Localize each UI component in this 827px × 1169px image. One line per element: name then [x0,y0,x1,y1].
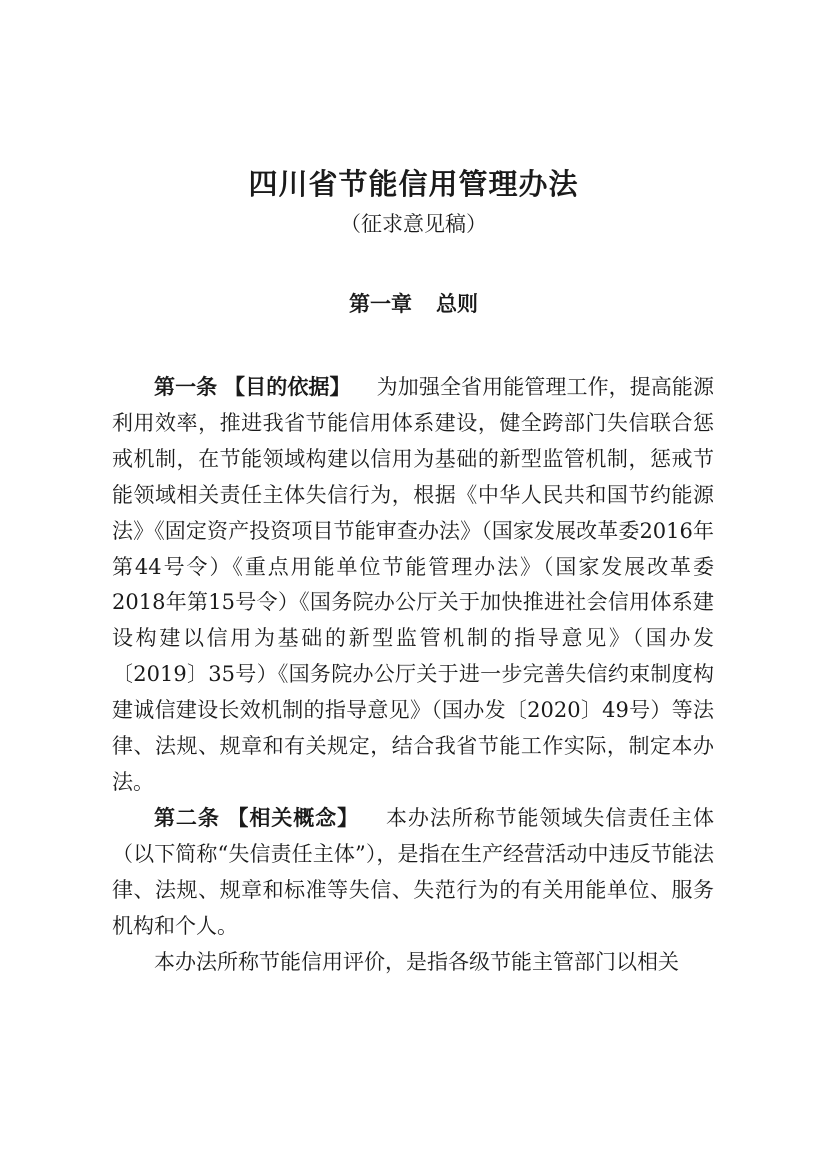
article-1-text: 为加强全省用能管理工作，提高能源利用效率，推进我省节能信用体系建设，健全跨部门失信联合惩戒机制，在节能领域构建以信用为基础的新型监管机制，惩戒节能领域相关责任主体失信行为，根据《中华人民共和国节约能源法》《固定资产投资项目节能审查办法》（国家发展改革委2016年第44号令）《重点用能单位节能管理办法》（国家发展改革委2018年第15号令）《国务院办公厅关于加快推进社会信用体系建设构建以信用为基础的新型监管机制的指导意见》（国办发〔2019〕35号）《国务院办公厅关于进一步完善失信约束制度构建诚信建设长效机制的指导意见》（国办发〔2020〕49号）等法律、法规、规章和有关规定，结合我省节能工作实际，制定本办法。 [112,375,715,794]
chapter-name: 总则 [436,292,478,316]
document-title: 四川省节能信用管理办法 [248,167,579,201]
article-2 [112,801,714,945]
document-subtitle: （征求意见稿） [340,212,487,236]
chapter-heading [0,290,827,318]
article-2-paragraph-2: 本办法所称节能信用评价，是指各级节能主管部门以相关 [154,949,679,974]
article-1 [112,370,714,801]
article-1-heading: 【目的依据】 [224,375,351,399]
article-2-number: 第二条 [154,805,220,830]
chapter-number: 第一章 [349,292,412,316]
article-2-text: 本办法所称节能领域失信责任主体（以下简称“失信责任主体”），是指在生产经营活动中违反节能法律、法规、规章和标准等失信、失范行为的有关用能单位、服务机构和个人。 [112,805,715,938]
document-body [112,370,714,980]
article-2-heading: 【相关概念】 [227,805,360,830]
article-1-number: 第一条 [154,375,218,399]
